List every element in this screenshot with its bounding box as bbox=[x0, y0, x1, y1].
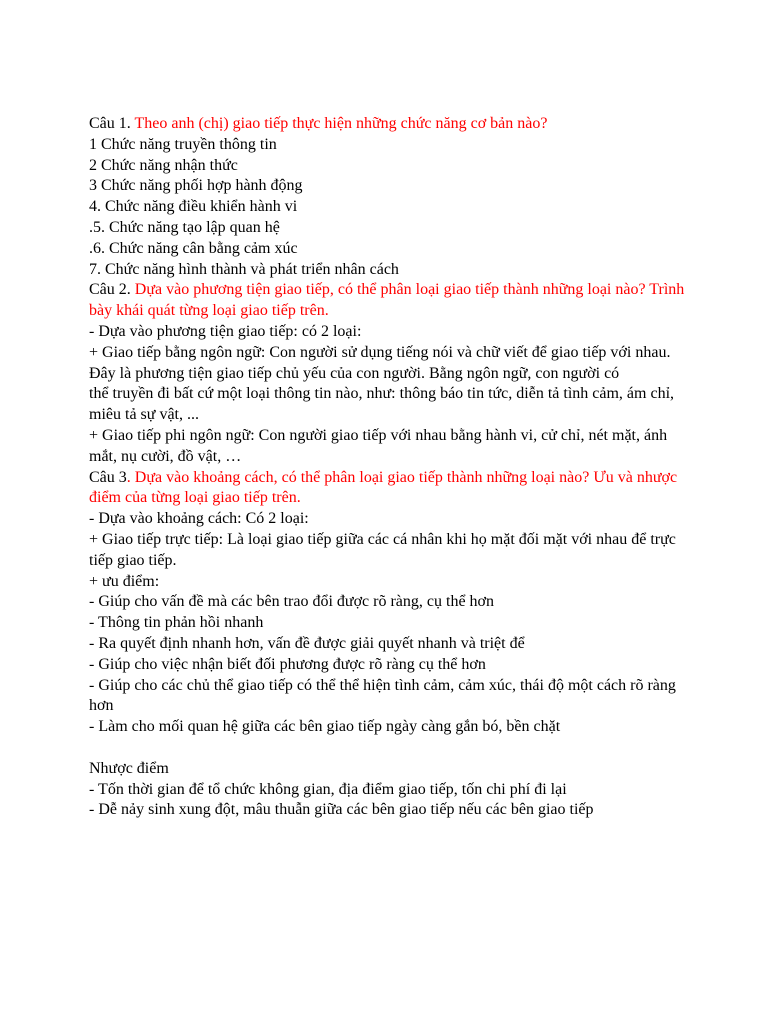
question-3-label: Câu 3 bbox=[89, 468, 127, 486]
answer-line: .5. Chức năng tạo lập quan hệ bbox=[89, 218, 280, 236]
disadvantages-heading: Nhược điểm bbox=[89, 759, 169, 777]
answer-line: - Làm cho mối quan hệ giữa các bên giao tiếp ngày càng gắn bó, bền chặt bbox=[89, 718, 561, 736]
answer-line: + ưu điểm: bbox=[89, 572, 160, 590]
answer-line: 4. Chức năng điều khiển hành vi bbox=[89, 198, 298, 216]
answer-line: - Ra quyết định nhanh hơn, vấn đề được giải quyết nhanh và triệt để bbox=[89, 634, 525, 652]
question-1 bbox=[89, 114, 689, 135]
answer-line: 3 Chức năng phối hợp hành động bbox=[89, 177, 303, 195]
answer-line: - Dựa vào phương tiện giao tiếp: có 2 loại: bbox=[89, 322, 362, 340]
answer-line: thể truyền đi bất cứ một loại thông tin nào, như: thông báo tin tức, diễn tả tình cảm, ám chỉ, bbox=[89, 385, 675, 403]
answer-line: - Thông tin phản hồi nhanh bbox=[89, 614, 264, 632]
answer-line: - Giúp cho việc nhận biết đối phương được rõ ràng cụ thể hơn bbox=[89, 655, 486, 673]
paragraph-spacer bbox=[89, 738, 689, 759]
answer-line: - Tốn thời gian để tổ chức không gian, địa điểm giao tiếp, tốn chi phí đi lại bbox=[89, 780, 567, 798]
question-1-label: Câu 1. bbox=[89, 115, 135, 132]
answer-line: 7. Chức năng hình thành và phát triển nhân cách bbox=[89, 260, 399, 278]
answer-line: 2 Chức năng nhận thức bbox=[89, 156, 238, 174]
document-body bbox=[89, 114, 689, 821]
question-1-text: Theo anh (chị) giao tiếp thực hiện những chức năng cơ bản nào? bbox=[134, 115, 548, 132]
question-3-text: . Dựa vào khoảng cách, có thể phân loại giao tiếp thành những loại nào? Ưu và nhược bbox=[126, 468, 678, 486]
answer-line: - Giúp cho các chủ thể giao tiếp có thể thể hiện tình cảm, cảm xúc, thái độ một cách rõ ràng hơn bbox=[89, 676, 676, 715]
answer-line: + Giao tiếp bằng ngôn ngữ: Con người sử dụng tiếng nói và chữ viết để giao tiếp với nhau. Đây là phương tiện giao tiếp chủ yếu của con người. Bằng ngôn ngữ, con người có bbox=[89, 343, 671, 382]
answer-line: + Giao tiếp phi ngôn ngữ: Con người giao tiếp với nhau bằng hành vi, cử chỉ, nét mặt, ánh mắt, nụ cười, đồ vật, … bbox=[89, 426, 668, 465]
question-3 bbox=[89, 468, 689, 489]
answer-line: .6. Chức năng cân bằng cảm xúc bbox=[89, 239, 298, 257]
question-2-text: Dựa vào phương tiện giao tiếp, có thể phân loại giao tiếp thành những loại nào? Trình bbox=[134, 281, 685, 299]
answer-line: + Giao tiếp trực tiếp: Là loại giao tiếp giữa các cá nhân khi họ mặt đối mặt với nhau để trực tiếp giao tiếp. bbox=[89, 530, 676, 569]
answer-line: - Dựa vào khoảng cách: Có 2 loại: bbox=[89, 510, 309, 528]
question-3-text-continued: điểm của từng loại giao tiếp trên. bbox=[89, 489, 301, 507]
question-2 bbox=[89, 280, 689, 301]
answer-line: - Dễ nảy sinh xung đột, mâu thuẫn giữa các bên giao tiếp nếu các bên giao tiếp bbox=[89, 801, 594, 819]
answer-line: - Giúp cho vấn đề mà các bên trao đổi được rõ ràng, cụ thể hơn bbox=[89, 593, 495, 611]
answer-line: 1 Chức năng truyền thông tin bbox=[89, 135, 277, 153]
question-2-text-continued: bày khái quát từng loại giao tiếp trên. bbox=[89, 302, 329, 320]
question-2-label: Câu 2. bbox=[89, 281, 135, 299]
answer-line: miêu tả sự vật, ... bbox=[89, 406, 199, 424]
